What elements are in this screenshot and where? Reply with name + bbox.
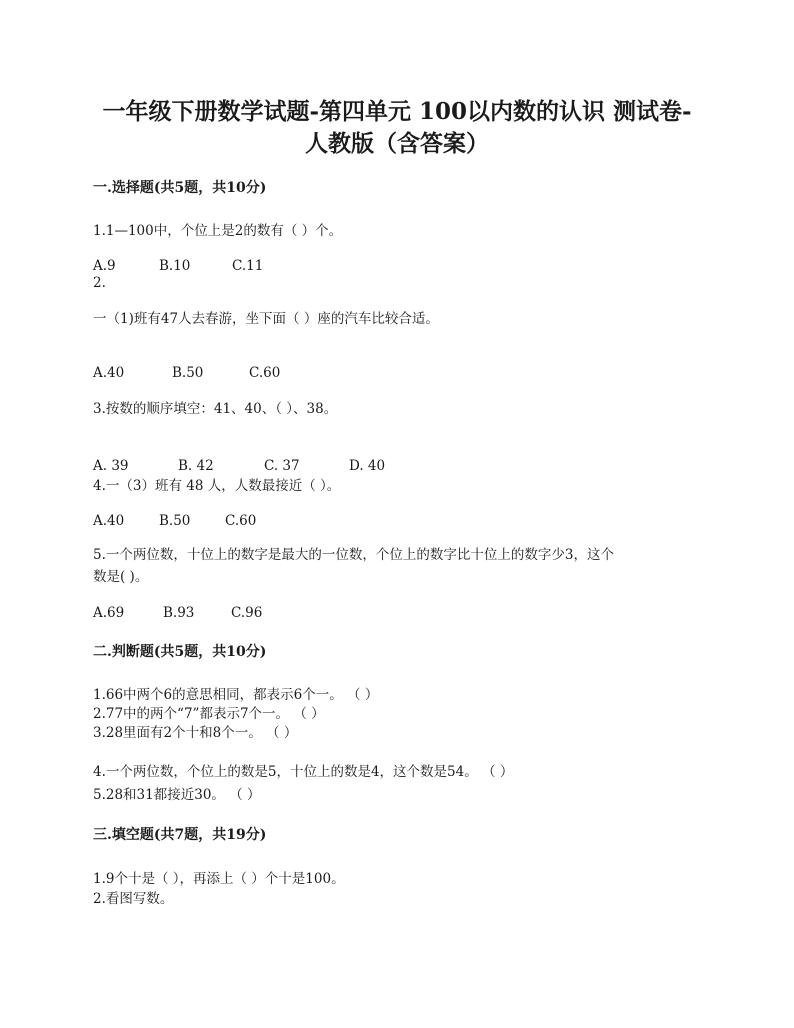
question-5-text-line-2: 数是( )。: [93, 569, 149, 585]
question-4-text: 4.一（3）班有 48 人，人数最接近（ ）。: [93, 478, 341, 494]
option-a: A.40: [93, 513, 125, 529]
question-1-text: 1.1—100中，个位上是2的数有（ ）个。: [93, 223, 343, 239]
option-c: C. 37: [264, 458, 300, 474]
document-title-line-1: 一年级下册数学试题-第四单元 100以内数的认识 测试卷-: [102, 98, 692, 125]
option-b: B.10: [159, 258, 191, 274]
option-c: C.60: [249, 365, 281, 381]
question-3-text: 3.按数的顺序填空：41、40、（ ）、38。: [93, 401, 338, 417]
option-b: B.50: [172, 365, 204, 381]
option-c: C.60: [225, 513, 257, 529]
option-a: A.40: [93, 365, 125, 381]
question-2-options: [93, 364, 280, 382]
option-b: B.93: [163, 605, 195, 621]
option-a: A. 39: [93, 458, 129, 474]
question-4-options: [93, 512, 256, 530]
judge-item-3: 3.28里面有2个十和8个一。 （ ）: [93, 725, 298, 741]
document-title-line-2: 人教版（含答案）: [305, 130, 489, 157]
option-c: C.96: [231, 605, 263, 621]
question-5-text-line-1: 5.一个两位数，十位上的数字是最大的一位数，个位上的数字比十位上的数字少3，这个: [93, 547, 614, 563]
section-heading-choice: 一.选择题(共5题，共10分): [93, 180, 267, 196]
question-1-options: [93, 257, 263, 275]
fill-item-1: 1.9个十是（ ），再添上（ ）个十是100。: [93, 871, 345, 887]
section-heading-true-false: 二.判断题(共5题，共10分): [93, 644, 267, 660]
option-a: A.69: [93, 605, 125, 621]
judge-item-4: 4.一个两位数，个位上的数是5，十位上的数是4，这个数是54。 （ ）: [93, 764, 514, 780]
option-c: C.11: [232, 258, 264, 274]
judge-item-5: 5.28和31都接近30。 （ ）: [93, 787, 261, 803]
question-5-options: [93, 604, 262, 622]
option-a: A.9: [93, 258, 116, 274]
question-2-number: 2.: [93, 275, 106, 291]
option-d: D. 40: [349, 458, 386, 474]
section-heading-fill-blank: 三.填空题(共7题，共19分): [93, 827, 267, 843]
judge-item-1: 1.66中两个6的意思相同，都表示6个一。 （ ）: [93, 687, 379, 703]
fill-item-2: 2.看图写数。: [93, 891, 174, 907]
option-b: B.50: [159, 513, 191, 529]
question-3-options: [93, 457, 385, 475]
judge-item-2: 2.77中的两个“7”都表示7个一。 （ ）: [93, 706, 325, 722]
question-2-text: 一（1)班有47人去春游，坐下面（ ）座的汽车比较合适。: [93, 311, 439, 327]
option-b: B. 42: [178, 458, 214, 474]
